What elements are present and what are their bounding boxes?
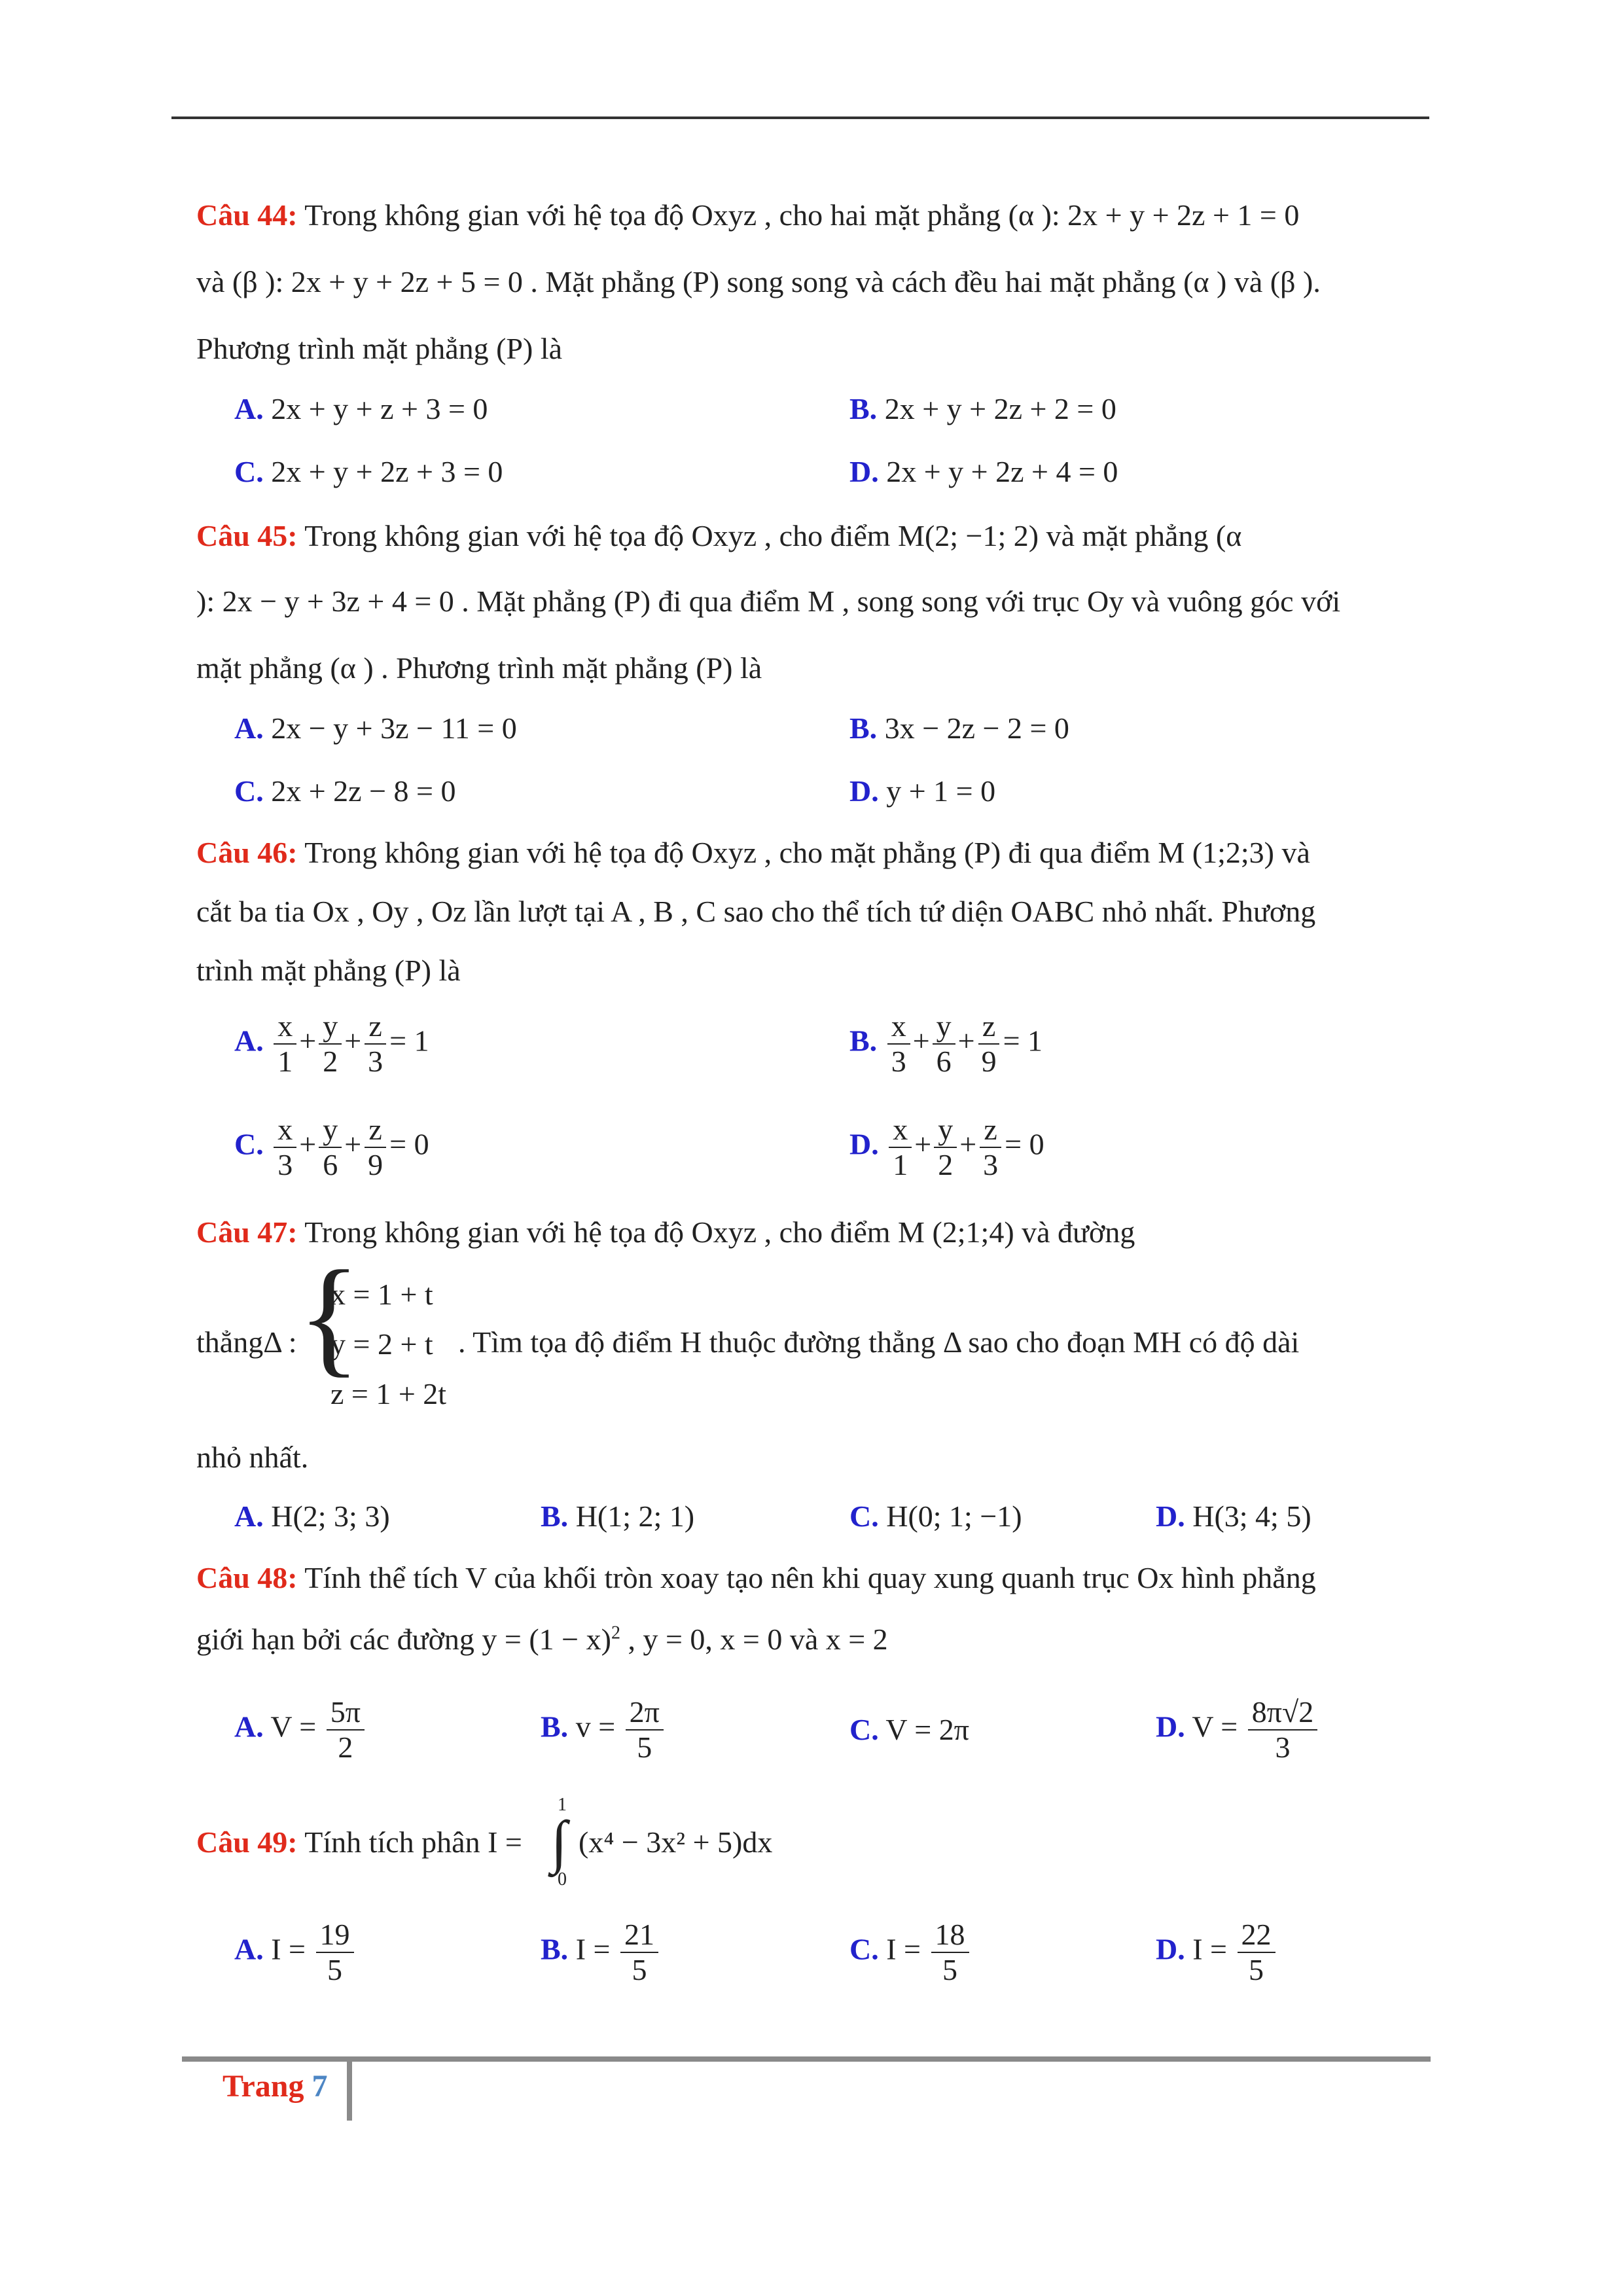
q47-system: x = 1 + t y = 2 + t z = 1 + 2t	[330, 1278, 447, 1410]
q49-integrand: (x⁴ − 3x² + 5)dx	[579, 1825, 773, 1859]
q47-line3: nhỏ nhất.	[196, 1441, 309, 1474]
q46-label: Câu 46:	[196, 836, 298, 869]
q45-option-b[interactable]: B. 3x − 2z − 2 = 0	[849, 711, 1069, 745]
q48-option-d[interactable]: D. V = $\frac{8\pi√2}{3}$	[1156, 1695, 1320, 1765]
q48-option-a[interactable]: A. V = $\frac{5\pi}{2}$	[234, 1695, 367, 1765]
q45-line1	[196, 518, 1427, 553]
q48-option-b[interactable]: B. v = $\frac{2\pi}{5}$	[541, 1695, 666, 1765]
q45-line3: mặt phẳng (α ) . Phương trình mặt phẳng (P) là	[196, 651, 762, 685]
q44-option-c[interactable]: C. 2x + y + 2z + 3 = 0	[234, 455, 503, 488]
q48-label: Câu 48:	[196, 1561, 298, 1594]
q44-label: Câu 44:	[196, 198, 298, 232]
q45-line2: ): 2x − y + 3z + 4 = 0 . Mặt phẳng (P) đi qua điểm M , song song với trục Oy và vuông góc với	[196, 584, 1341, 618]
q46-line2: cắt ba tia Ox , Oy , Oz lần lượt tại A , B , C sao cho thể tích tứ diện OABC nhỏ nhất. Phương	[196, 895, 1316, 928]
q46-option-d[interactable]: D. $\frac{x}{1}$ + $\frac{y}{2}$ + $\frac{z}{3}$ = 0	[849, 1113, 1044, 1181]
integral-upper: 1	[558, 1795, 567, 1815]
q46-option-b[interactable]: B. $\frac{x}{3}$ + $\frac{y}{6}$ + $\frac{z}{9}$ = 1	[849, 1009, 1043, 1078]
q45-label: Câu 45:	[196, 519, 298, 552]
q47-label: Câu 47:	[196, 1215, 298, 1249]
q48-line1	[196, 1560, 1427, 1595]
q44-text1: Trong không gian với hệ tọa độ Oxyz , cho hai mặt phẳng (α ): 2x + y + 2z + 1 = 0	[304, 198, 1300, 232]
q47-option-c[interactable]: C. H(0; 1; −1)	[849, 1499, 1022, 1533]
q48-option-c[interactable]: C. V = 2π	[849, 1713, 969, 1746]
q47-option-d[interactable]: D. H(3; 4; 5)	[1156, 1499, 1311, 1533]
q49-option-a[interactable]: A. I = $\frac{19}{5}$	[234, 1918, 357, 1987]
q45-text1: Trong không gian với hệ tọa độ Oxyz , cho điểm M(2; −1; 2) và mặt phẳng (α	[304, 519, 1242, 552]
system-brace: {	[298, 1244, 361, 1389]
q44-line3: Phương trình mặt phẳng (P) là	[196, 332, 563, 365]
q48-line2: giới hạn bởi các đường $y = (1 - x)^2$ , y = 0, x = 0 và x = 2	[196, 1623, 888, 1656]
q44-option-a[interactable]: A. 2x + y + z + 3 = 0	[234, 392, 488, 425]
integral-lower: 0	[558, 1869, 567, 1890]
integral-sign: ∫	[551, 1810, 567, 1874]
q44-option-d[interactable]: D. 2x + y + 2z + 4 = 0	[849, 455, 1118, 488]
q45-option-d[interactable]: D. y + 1 = 0	[849, 774, 996, 808]
footer-rule	[182, 2056, 1431, 2062]
q48-text1: Tính thể tích V của khối tròn xoay tạo nên khi quay xung quanh trục Ox hình phẳng	[304, 1561, 1316, 1594]
q46-option-a[interactable]: A. $\frac{x}{1}$ + $\frac{y}{2}$ + $\frac{z}{3}$ = 1	[234, 1009, 429, 1078]
page-footer	[223, 2068, 327, 2104]
q45-option-c[interactable]: C. 2x + 2z − 8 = 0	[234, 774, 456, 808]
footer-label: Trang	[223, 2069, 304, 2104]
q46-line3: trình mặt phẳng (P) là	[196, 954, 461, 987]
q46-option-c[interactable]: C. $\frac{x}{3}$ + $\frac{y}{6}$ + $\frac{z}{9}$ = 0	[234, 1113, 429, 1181]
q44-line1	[196, 198, 1427, 232]
q47-rest: . Tìm tọa độ điểm H thuộc đường thẳng Δ sao cho đoạn MH có độ dài	[458, 1325, 1300, 1359]
footer-divider	[347, 2062, 352, 2121]
q45-option-a[interactable]: A. 2x − y + 3z − 11 = 0	[234, 711, 517, 745]
q49-option-c[interactable]: C. I = $\frac{18}{5}$	[849, 1918, 972, 1987]
q49-line: Câu 49: Tính tích phân I =	[196, 1825, 522, 1859]
q46-line1	[196, 835, 1427, 870]
q47-option-a[interactable]: A. H(2; 3; 3)	[234, 1499, 390, 1533]
page-number: 7	[312, 2069, 328, 2104]
q46-text1: Trong không gian với hệ tọa độ Oxyz , cho mặt phẳng (P) đi qua điểm M (1;2;3) và	[304, 836, 1310, 869]
q49-label: Câu 49:	[196, 1825, 298, 1859]
q49-option-b[interactable]: B. I = $\frac{21}{5}$	[541, 1918, 661, 1987]
q47-text1: Trong không gian với hệ tọa độ Oxyz , cho điểm M (2;1;4) và đường	[304, 1215, 1135, 1249]
q44-option-b[interactable]: B. 2x + y + 2z + 2 = 0	[849, 392, 1116, 425]
q49-option-d[interactable]: D. I = $\frac{22}{5}$	[1156, 1918, 1278, 1987]
q47-line1	[196, 1215, 1427, 1249]
header-rule	[171, 117, 1429, 119]
q47-option-b[interactable]: B. H(1; 2; 1)	[541, 1499, 695, 1533]
q44-line2: và (β ): 2x + y + 2z + 5 = 0 . Mặt phẳng (P) song song và cách đều hai mặt phẳng (α ) và (β ).	[196, 265, 1321, 298]
q47-prefix: thẳngΔ :	[196, 1325, 297, 1359]
